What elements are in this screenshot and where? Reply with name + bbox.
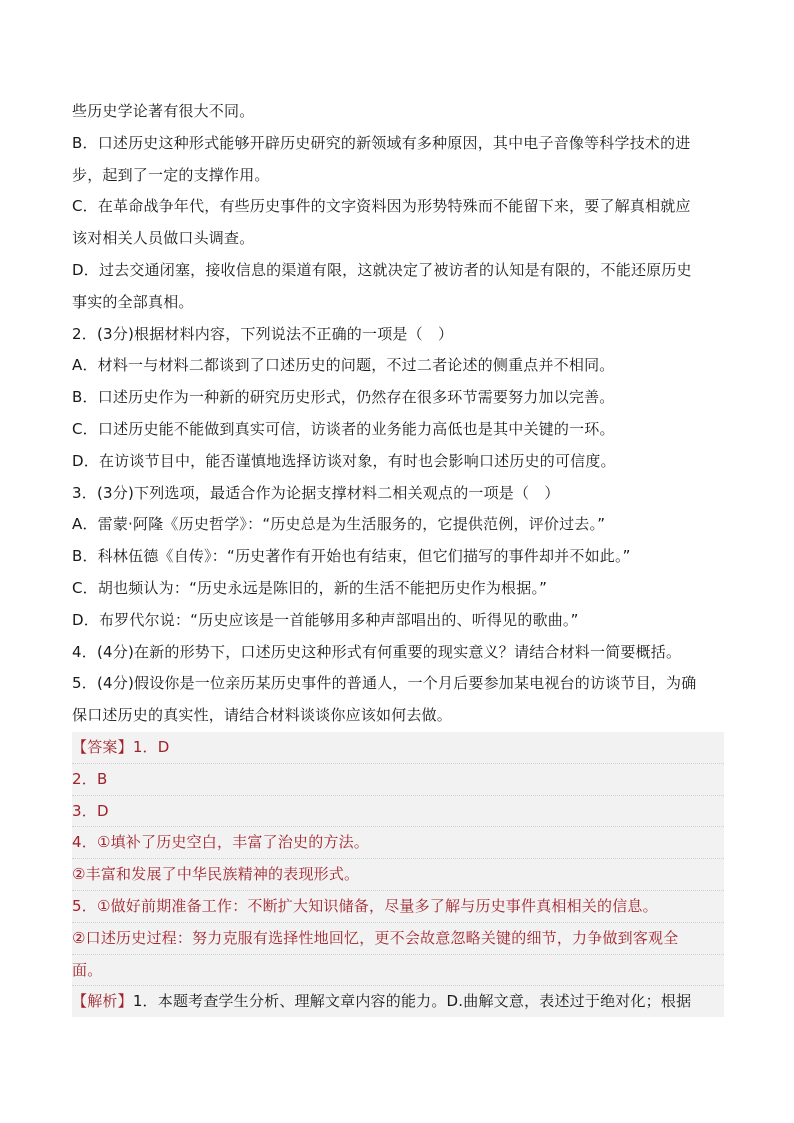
q3-option-a: A．雷蒙·阿隆《历史哲学》：“历史总是为生活服务的，它提供范例，评价过去。” xyxy=(72,515,606,534)
option-d-line: D．过去交通闭塞，接收信息的渠道有限，这就决定了被访者的认知是有限的，不能还原历史 xyxy=(72,260,692,279)
text-line: 步，起到了一定的支撑作用。 xyxy=(72,165,270,184)
analysis-tag: 【解析】 xyxy=(72,992,133,1011)
analysis-line xyxy=(72,986,724,1017)
question-5: 5．(4分)假设你是一位亲历某历史事件的普通人，一个月后要参加某电视台的访谈节目，为确 xyxy=(72,674,697,693)
q3-option-d: D．布罗代尔说：“历史应该是一首能够用多种声部唱出的、听得见的歌曲。” xyxy=(72,610,579,629)
answer-line: ②丰富和发展了中华民族精神的表现形式。 xyxy=(72,859,724,891)
answer-line: 3．D xyxy=(72,796,724,828)
q2-option-a: A．材料一与材料二都谈到了口述历史的问题，不过二者论述的侧重点并不相同。 xyxy=(72,356,615,375)
answer-line: 面。 xyxy=(72,955,724,987)
q3-option-c: C．胡也频认为：“历史永远是陈旧的，新的生活不能把历史作为根据。” xyxy=(72,578,548,597)
option-c-line: C．在革命战争年代，有些历史事件的文字资料因为形势特殊而不能留下来，要了解真相就应 xyxy=(72,197,691,216)
q2-option-b: B．口述历史作为一种新的研究历史形式，仍然存在很多环节需要努力加以完善。 xyxy=(72,388,615,407)
text-line: 保口述历史的真实性，请结合材料谈谈你应该如何去做。 xyxy=(72,706,453,725)
answer-tag: 【答案】 xyxy=(72,737,133,756)
q2-option-d: D．在访谈节目中，能否谨慎地选择访谈对象，有时也会影响口述历史的可信度。 xyxy=(72,451,616,470)
q3-option-b: B．科林伍德《自传》：“历史著作有开始也有结束，但它们描写的事件却并不如此。” xyxy=(72,547,631,566)
text-line: 该对相关人员做口头调查。 xyxy=(72,229,255,248)
question-4: 4．(4分)在新的形势下，口述历史这种形式有何重要的现实意义？请结合材料一简要概括。 xyxy=(72,642,682,661)
answer-line: 5．①做好前期准备工作：不断扩大知识储备，尽量多了解与历史事件真相相关的信息。 xyxy=(72,891,724,923)
answer-line: 4．①填补了历史空白，丰富了治史的方法。 xyxy=(72,827,724,859)
answer-block xyxy=(72,732,724,1017)
answer-line: 2．B xyxy=(72,764,724,796)
text-line: 事实的全部真相。 xyxy=(72,292,194,311)
answer-line: ②口述历史过程：努力克服有选择性地回忆，更不会故意忽略关键的细节，力争做到客观全 xyxy=(72,923,724,955)
document-content xyxy=(72,96,724,1017)
analysis-text: 1．本题考查学生分析、理解文章内容的能力。D.曲解文意，表述过于绝对化；根据 xyxy=(132,992,692,1011)
text-line: 些历史学论著有很大不同。 xyxy=(72,102,255,120)
question-3: 3．(3分)下列选项，最适合作为论据支撑材料二相关观点的一项是（ ） xyxy=(72,483,560,502)
question-2: 2．(3分)根据材料内容，下列说法不正确的一项是（ ） xyxy=(72,324,454,343)
q2-option-c: C．口述历史能不能做到真实可信，访谈者的业务能力高低也是其中关键的一环。 xyxy=(72,419,615,438)
answer-line xyxy=(72,732,724,764)
option-b-line: B．口述历史这种形式能够开辟历史研究的新领域有多种原因，其中电子音像等科学技术的进 xyxy=(72,133,691,152)
answer-1: 1．D xyxy=(132,737,170,756)
